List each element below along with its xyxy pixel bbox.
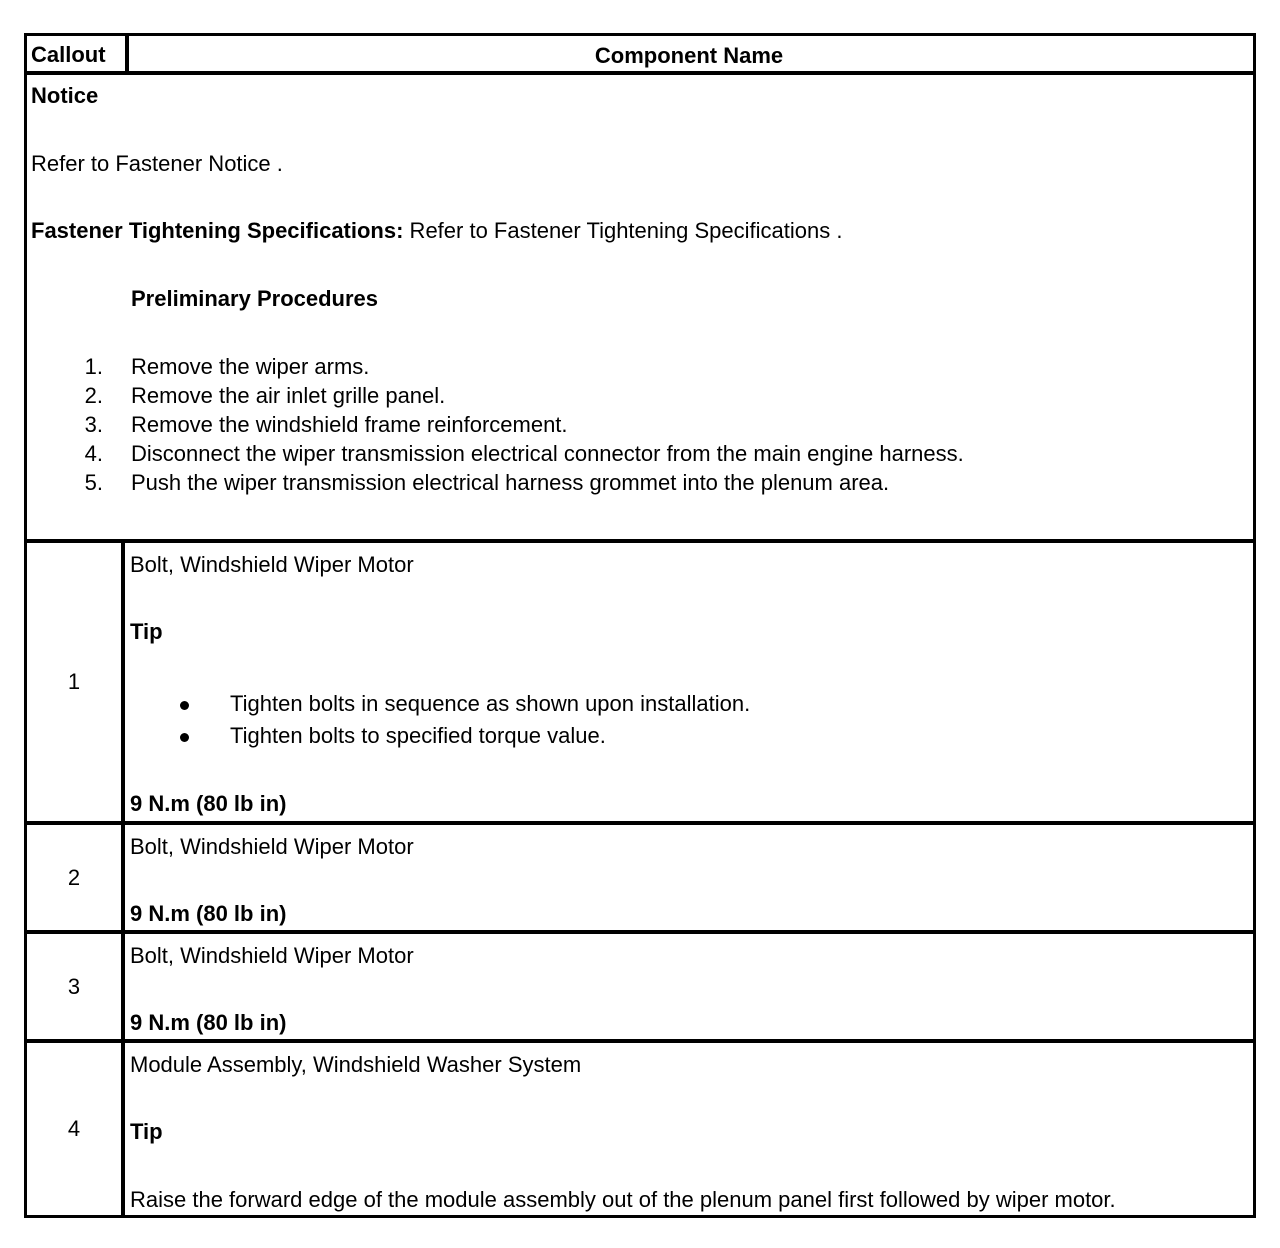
step-number: 2.: [84, 383, 103, 408]
torque-spec: 9 N.m (80 lb in): [130, 1010, 287, 1035]
tip-item: Tighten bolts in sequence as shown upon installation.: [230, 691, 751, 716]
step-text: Push the wiper transmission electrical harness grommet into the plenum area.: [131, 470, 890, 495]
step-text: Remove the air inlet grille panel.: [131, 383, 446, 408]
table-row: [27, 825, 1253, 934]
table-row: [27, 1043, 1253, 1215]
step-text: Remove the wiper arms.: [131, 354, 370, 379]
table-header: [27, 36, 1253, 75]
preliminary-procedures-title: Preliminary Procedures: [131, 286, 379, 311]
step-number: 3.: [84, 412, 103, 437]
step-number: 5.: [84, 470, 103, 495]
step-text: Remove the windshield frame reinforcement.: [131, 412, 568, 437]
component-name-column-header: Component Name: [594, 43, 784, 68]
component-cell: [125, 934, 1253, 1039]
component-cell: [125, 1043, 1253, 1215]
table-row: [27, 543, 1253, 825]
fastener-notice-reference: Refer to Fastener Notice .: [31, 151, 283, 176]
torque-spec: 9 N.m (80 lb in): [130, 791, 287, 816]
table-row: [27, 934, 1253, 1043]
tip-item: Tighten bolts to specified torque value.: [230, 723, 606, 748]
component-cell: [125, 825, 1253, 930]
tip-label: Tip: [130, 1119, 163, 1144]
callout-column-header: Callout: [27, 36, 129, 71]
component-table: [24, 33, 1256, 1218]
tip-text: Raise the forward edge of the module assembly out of the plenum panel first followed by wiper motor.: [130, 1187, 1116, 1212]
step-number: 4.: [84, 441, 103, 466]
tip-label: Tip: [130, 619, 163, 644]
callout-number: 2: [27, 825, 125, 930]
step-text: Disconnect the wiper transmission electrical connector from the main engine harness.: [131, 441, 964, 466]
fastener-spec-reference: Refer to Fastener Tightening Specifications .: [403, 218, 843, 243]
component-name: Bolt, Windshield Wiper Motor: [130, 552, 414, 577]
callout-number: 4: [27, 1043, 125, 1215]
notice-title: Notice: [31, 83, 99, 108]
bullet-icon: [180, 733, 189, 742]
component-name: Module Assembly, Windshield Washer System: [130, 1052, 582, 1077]
torque-spec: 9 N.m (80 lb in): [130, 901, 287, 926]
component-cell: [125, 543, 1253, 821]
callout-number: 1: [27, 543, 125, 821]
step-number: 1.: [84, 354, 103, 379]
notice-section: [27, 75, 1253, 543]
component-name: Bolt, Windshield Wiper Motor: [130, 834, 414, 859]
fastener-spec-line: [31, 218, 842, 244]
fastener-spec-label: Fastener Tightening Specifications:: [31, 218, 404, 243]
bullet-icon: [180, 701, 189, 710]
callout-number: 3: [27, 934, 125, 1039]
component-name: Bolt, Windshield Wiper Motor: [130, 943, 414, 968]
